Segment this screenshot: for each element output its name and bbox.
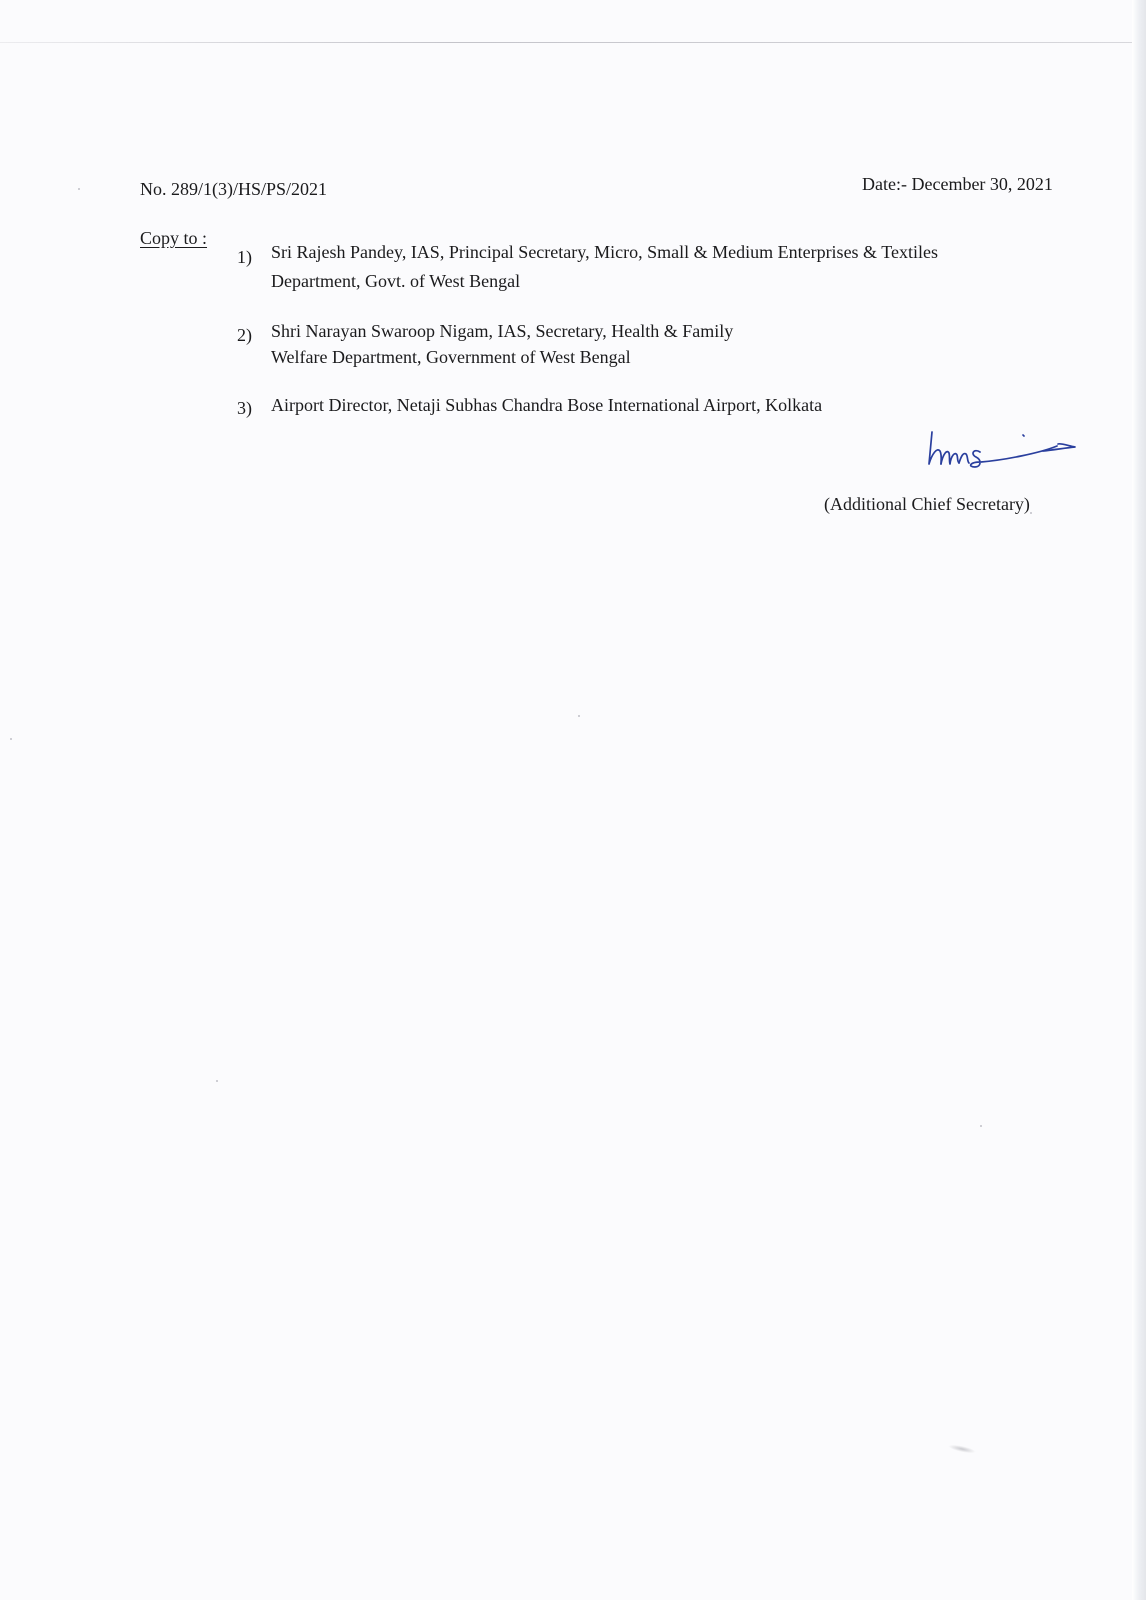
recipient-line: Welfare Department, Government of West Bengal: [271, 347, 631, 367]
recipient-number: 1): [237, 247, 252, 267]
document-date: Date:- December 30, 2021: [862, 174, 1053, 194]
recipient-line: Department, Govt. of West Bengal: [271, 271, 521, 291]
recipient-line: Airport Director, Netaji Subhas Chandra Bose International Airport, Kolkata: [271, 395, 823, 415]
scan-speck: [1030, 512, 1032, 514]
scan-speck: [980, 1125, 982, 1127]
scan-speck: [578, 715, 580, 717]
copy-to-label: Copy to :: [140, 228, 208, 248]
scan-edge-right: [1132, 0, 1146, 1600]
recipient-number: 3): [237, 398, 252, 418]
handwritten-signature: [925, 430, 1080, 474]
scan-smudge: [948, 1443, 977, 1455]
reference-number: No. 289/1(3)/HS/PS/2021: [140, 179, 328, 199]
recipient-number: 2): [237, 325, 252, 345]
scan-edge-top: [0, 42, 1140, 43]
recipient-line: Shri Narayan Swaroop Nigam, IAS, Secretary, Health & Family: [271, 321, 734, 341]
scan-speck: [10, 738, 12, 740]
recipient-line: Sri Rajesh Pandey, IAS, Principal Secretary, Micro, Small & Medium Enterprises & Textiles: [271, 242, 938, 262]
scan-speck: [216, 1080, 218, 1082]
signatory-title: (Additional Chief Secretary): [824, 494, 1030, 514]
scan-speck: [78, 188, 80, 190]
